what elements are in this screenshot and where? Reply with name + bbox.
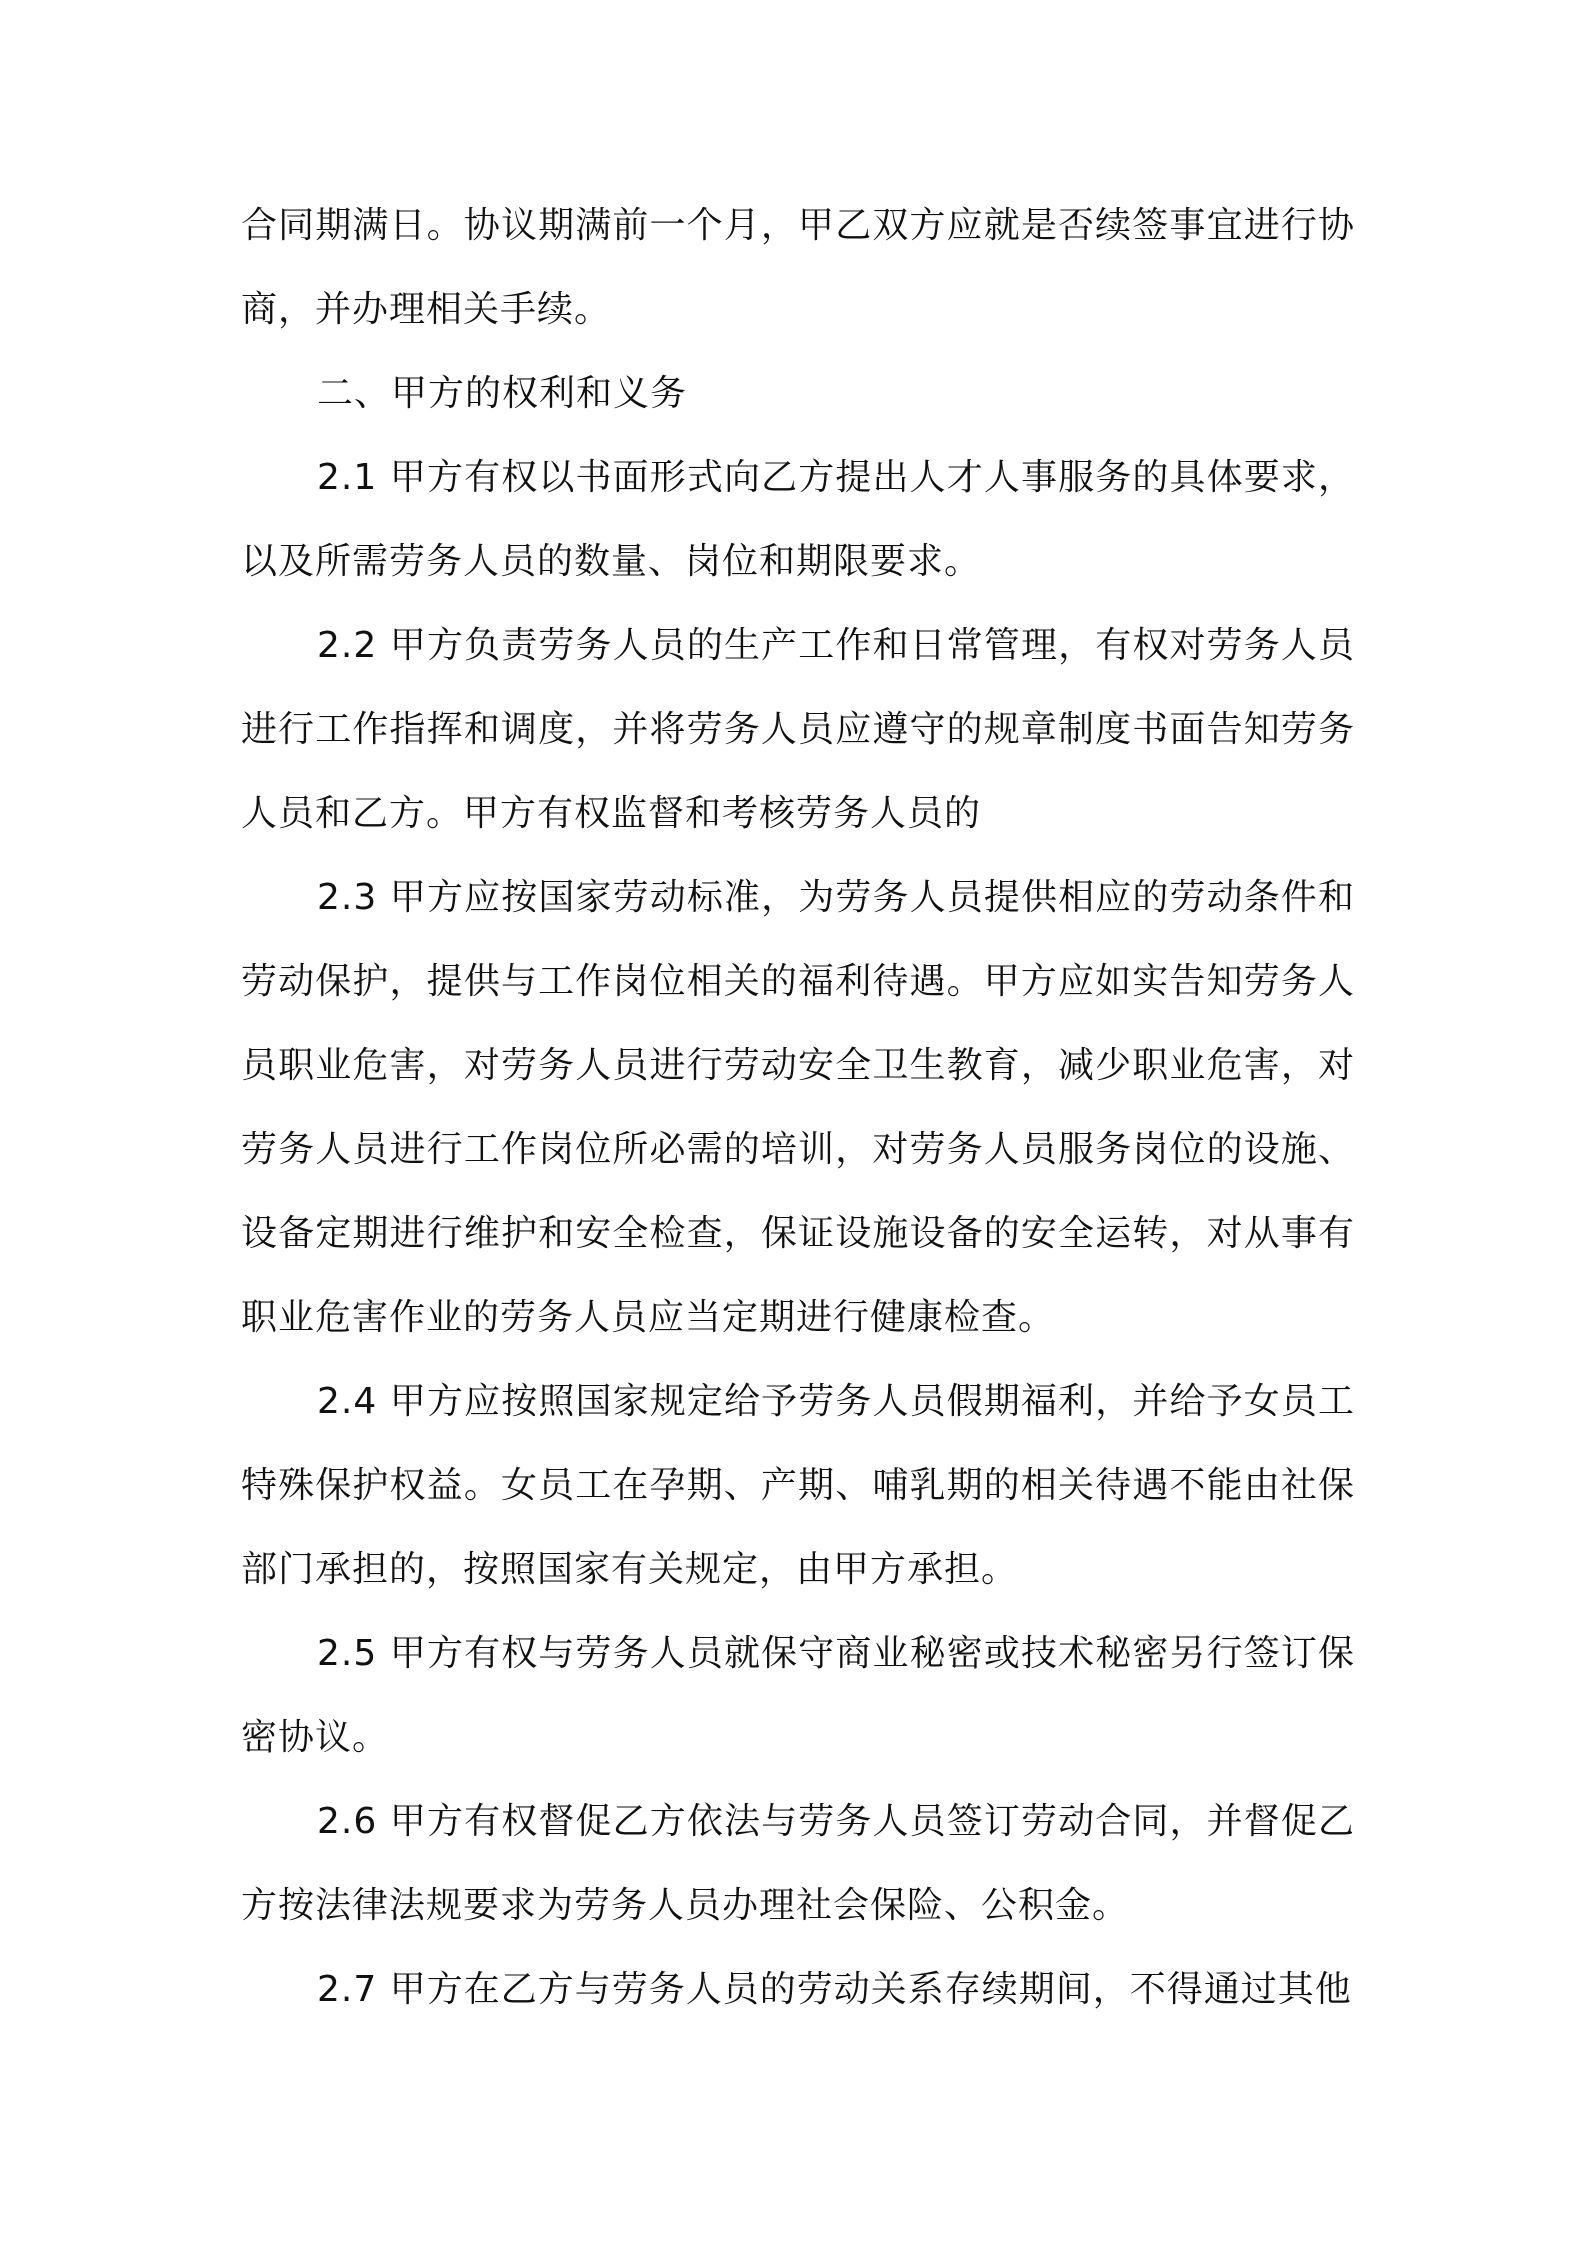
paragraph	[241, 448, 1355, 616]
text-line: 2.7 甲方在乙方与劳务人员的劳动关系存续期间，不得通过其他	[317, 1969, 1352, 2010]
document-body	[241, 196, 1355, 2044]
section-heading	[241, 364, 1355, 448]
text-line: 方按法律法规要求为劳务人员办理社会保险、公积金。	[241, 1885, 1130, 1926]
text-line: 合同期满日。协议期满前一个月，甲乙双方应就是否续签事宜进行协	[241, 205, 1355, 246]
text-line: 劳务人员进行工作岗位所必需的培训，对劳务人员服务岗位的设施、	[241, 1129, 1355, 1170]
text-line: 2.6 甲方有权督促乙方依法与劳务人员签订劳动合同，并督促乙	[317, 1801, 1355, 1842]
text-line: 2.2 甲方负责劳务人员的生产工作和日常管理，有权对劳务人员	[317, 625, 1355, 666]
paragraph	[241, 1792, 1355, 1960]
text-line: 员职业危害，对劳务人员进行劳动安全卫生教育，减少职业危害，对	[241, 1045, 1355, 1086]
paragraph	[241, 1960, 1355, 2044]
text-line: 人员和乙方。甲方有权监督和考核劳务人员的	[241, 793, 982, 834]
paragraph	[241, 868, 1355, 1372]
paragraph	[241, 1624, 1355, 1792]
text-line: 二、甲方的权利和义务	[317, 373, 688, 414]
text-line: 商，并办理相关手续。	[241, 289, 612, 330]
text-line: 特殊保护权益。女员工在孕期、产期、哺乳期的相关待遇不能由社保	[241, 1465, 1355, 1506]
paragraph	[241, 196, 1355, 364]
text-line: 进行工作指挥和调度，并将劳务人员应遵守的规章制度书面告知劳务	[241, 709, 1355, 750]
text-line: 2.1 甲方有权以书面形式向乙方提出人才人事服务的具体要求，	[317, 457, 1355, 498]
text-line: 劳动保护，提供与工作岗位相关的福利待遇。甲方应如实告知劳务人	[241, 961, 1355, 1002]
text-line: 2.4 甲方应按照国家规定给予劳务人员假期福利，并给予女员工	[317, 1381, 1355, 1422]
paragraph	[241, 616, 1355, 868]
text-line: 部门承担的，按照国家有关规定，由甲方承担。	[241, 1549, 1019, 1590]
text-line: 以及所需劳务人员的数量、岗位和期限要求。	[241, 541, 982, 582]
text-line: 密协议。	[241, 1717, 390, 1758]
text-line: 2.3 甲方应按国家劳动标准，为劳务人员提供相应的劳动条件和	[317, 877, 1355, 918]
text-line: 职业危害作业的劳务人员应当定期进行健康检查。	[241, 1297, 1056, 1338]
paragraph	[241, 1372, 1355, 1624]
text-line: 设备定期进行维护和安全检查，保证设施设备的安全运转，对从事有	[241, 1213, 1355, 1254]
text-line: 2.5 甲方有权与劳务人员就保守商业秘密或技术秘密另行签订保	[317, 1633, 1355, 1674]
